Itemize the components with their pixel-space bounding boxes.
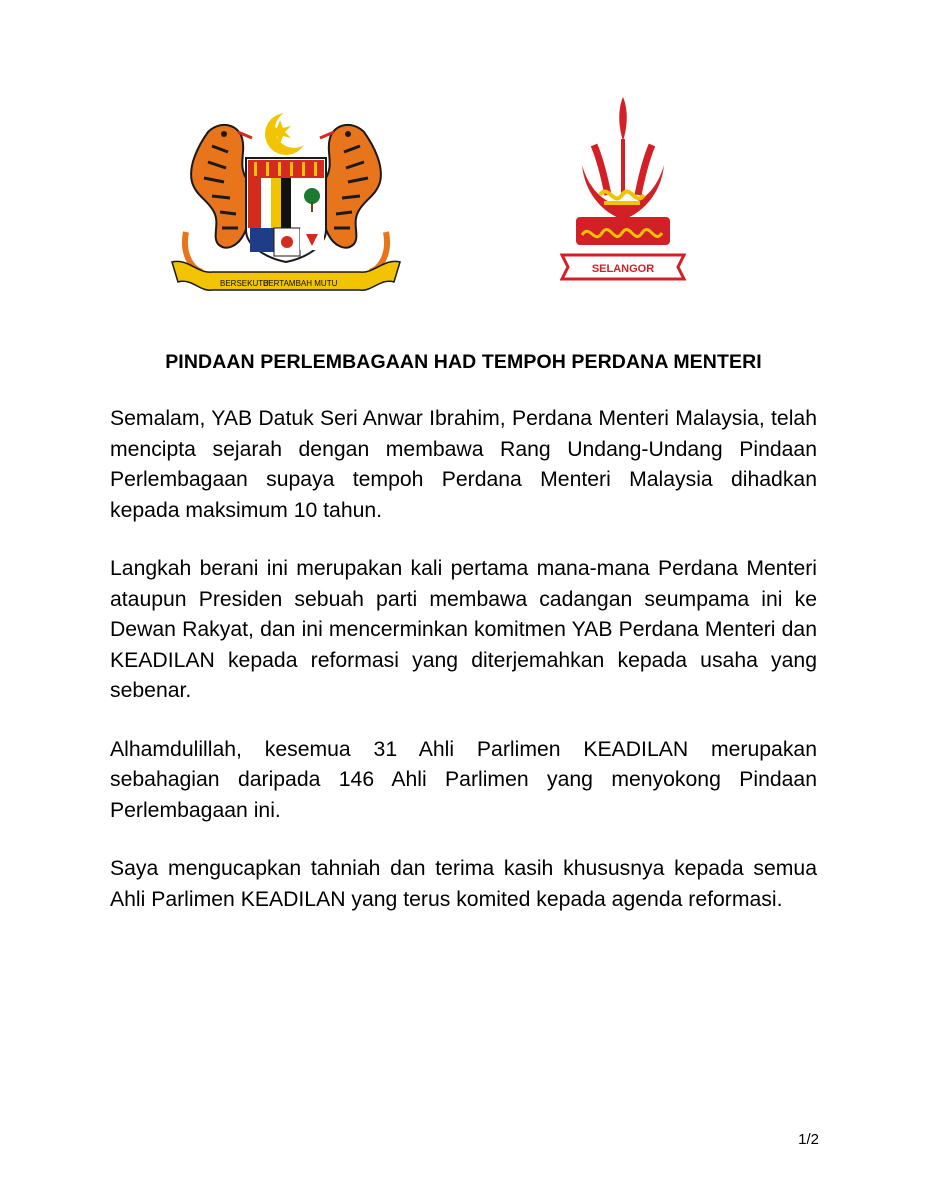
paragraph-3: Alhamdulillah, kesemua 31 Ahli Parlimen KEADILAN merupakan sebahagian daripada 146 Ahli Parlimen yang menyokong Pindaan Perlembagaan ini. (110, 737, 817, 822)
document-title: PINDAAN PERLEMBAGAAN HAD TEMPOH PERDANA MENTERI (165, 351, 762, 373)
paragraph-2: Langkah berani ini merupakan kali pertama mana-mana Perdana Menteri ataupun Presiden sebuah parti membawa cadangan seumpama ini ke Dewan Rakyat, dan ini mencerminkan komitmen YAB Perdana Menteri dan KEADILAN kepada reformasi yang diterjemahkan kepada usaha yang sebenar. (110, 557, 817, 702)
document-body (110, 404, 817, 943)
paragraph-1: Semalam, YAB Datuk Seri Anwar Ibrahim, Perdana Menteri Malaysia, telah mencipta sejarah dengan membawa Rang Undang-Undang Pindaan Perlembagaan supaya tempoh Perdana Menteri Malaysia dihadkan kepada maksimum 10 tahun. (110, 407, 817, 522)
left-logo-scroll-left: BERSEKUTU (220, 279, 269, 288)
selangor-coat-of-arms-icon (560, 95, 686, 290)
malaysia-coat-of-arms-icon (168, 112, 404, 297)
selangor-banner-text: SELANGOR (591, 263, 655, 275)
page-number: 1/2 (798, 1131, 819, 1148)
left-logo-scroll-center: BERTAMBAH MUTU (263, 279, 338, 288)
paragraph-4: Saya mengucapkan tahniah dan terima kasih khususnya kepada semua Ahli Parlimen KEADILAN yang terus komited kepada agenda reformasi. (110, 857, 817, 911)
